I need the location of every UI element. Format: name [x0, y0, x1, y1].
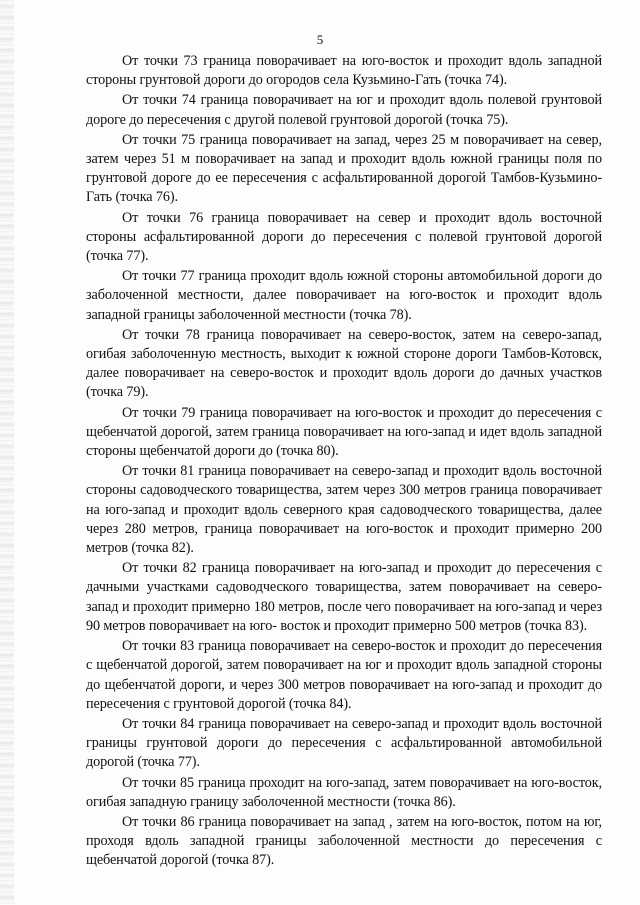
scan-edge-artifact — [0, 0, 14, 905]
paragraph-point-84: От точки 84 граница поворачивает на северо-запад и проходит вдоль восточной границы грунтовой дороги до пересечения с асфальтированной автомобильной дорогой (точка 77). — [86, 715, 602, 771]
paragraph-point-83: От точки 83 граница поворачивает на северо-восток и проходит до пересечения с щебенчатой дорогой, затем поворачивает на юг и проходит вдоль западной стороны до щебенчатой дороги, и через 300 метров поворачивает на юго-запад и проходит до пересечения с грунтовой дорогой (точка 84). — [86, 638, 602, 712]
paragraph-point-74: От точки 74 граница поворачивает на юг и проходит вдоль полевой грунтовой дороге до пересечения с другой полевой грунтовой дорогой (точка 75). — [86, 92, 602, 128]
page-number: 5 — [316, 32, 324, 47]
paragraph-point-81: От точки 81 граница поворачивает на северо-запад и проходит вдоль восточной стороны садоводческого товарищества, затем через 300 метров граница поворачивает на юго-запад и проходит вдоль северного края садоводческого товарищества, далее через 280 метров, граница поворачивает на юго-восток и проходит примерно 200 метров (точка 82). — [86, 463, 602, 557]
paragraph-point-78: От точки 78 граница поворачивает на северо-восток, затем на северо-запад, огибая заболоченную местность, выходит к южной стороне дороги Тамбов-Котовск, далее поворачивает на северо-восток и проходит вдоль дороги до дачных участков (точка 79). — [86, 326, 602, 401]
paragraph-point-73: От точки 73 граница поворачивает на юго-восток и проходит вдоль западной стороны грунтовой дороги до огородов села Кузьмино-Гать (точка 74). — [86, 53, 602, 89]
paragraph-point-77: От точки 77 граница проходит вдоль южной стороны автомобильной дороги до заболоченной местности, далее поворачивает на юго-восток и проходит вдоль западной границы заболоченной местности (точка 78). — [86, 268, 602, 323]
paragraph-point-75: От точки 75 граница поворачивает на запад, через 25 м поворачивает на север, затем через 51 м поворачивает на запад и проходит вдоль южной границы поля по грунтовой дороге до ее пересечения с асфальтированной дорогой Тамбов-Кузьмино-Гать (точка 76). — [86, 131, 602, 206]
paragraph-point-79: От точки 79 граница поворачивает на юго-восток и проходит до пересечения с щебенчатой дорогой, затем граница поворачивает на юго-запад и идет вдоль западной стороны щебенчатой дороги до (точка 80). — [86, 404, 602, 460]
paragraph-point-86: От точки 86 граница поворачивает на запад , затем на юго-восток, потом на юг, проходя вдоль западной границы заболоченной местности до пересечения с щебенчатой дорогой (точка 87). — [86, 813, 602, 869]
paragraph-point-76: От точки 76 граница поворачивает на север и проходит вдоль восточной стороны асфальтированной дороги до пересечения с полевой грунтовой дорогой (точка 77). — [86, 209, 602, 265]
paragraph-point-82: От точки 82 граница поворачивает на юго-запад и проходит до пересечения с дачными участками садоводческого товарищества, затем поворачивает на северо-запад и проходит примерно 180 метров, после чего поворачивает на юго-запад и через 90 метров поворачивает на юго- восток и проходит примерно 500 метров (точка 83). — [86, 560, 602, 634]
paragraph-point-85: От точки 85 граница проходит на юго-запад, затем поворачивает на юго-восток, огибая западную границу заболоченной местности (точка 86). — [86, 774, 602, 810]
document-body — [86, 52, 602, 872]
